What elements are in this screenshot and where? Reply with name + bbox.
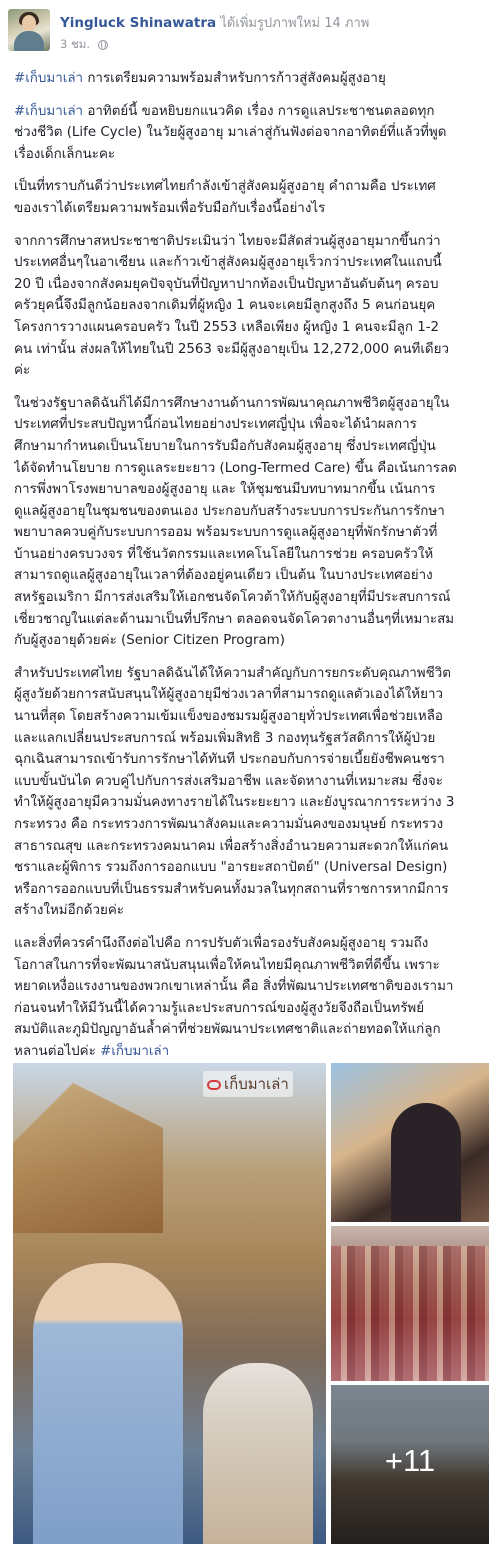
- post-text: สหรัฐอเมริกา มีการส่งเสริมให้เอกชนจัดโควต้าให้กับผู้สูงอายุที่มีประสบการณ์: [14, 590, 451, 606]
- post-text: กับผู้สูงอายุด้วยค่ะ (Senior Citizen Program): [14, 633, 285, 649]
- post-text: ครัวยุคนี้จึงมีลูกน้อยลงจากเดิมที่ผู้หญิง 1 คนจะเคยมีลูกสูงถึง 5 คนก่อนยุค: [14, 298, 436, 314]
- globe-icon[interactable]: [98, 40, 108, 50]
- post-text: เชี่ยวชาญในแต่ละด้านมาเป็นที่ปรึกษา ตลอดจนจัดโควตางานอื่นๆที่เหมาะสม: [14, 611, 455, 627]
- post-line: [14, 836, 486, 858]
- post-line: [14, 393, 486, 415]
- post-text: ศึกษามากำหนดเป็นนโยบายในการรับมือกับสังคมผู้สูงอายุ ซึ่งประเทศญี่ปุ่น: [14, 438, 436, 454]
- post-line: [14, 749, 486, 771]
- post-text: และแลกเปลี่ยนประสบการณ์ พร้อมเพิ่มสิทธิ 3 กองทุนรัฐสวัสดิการให้ผู้ป่วย: [14, 730, 436, 746]
- post-timestamp[interactable]: 3 ชม.: [60, 37, 91, 51]
- post-paragraph: [14, 933, 486, 1063]
- post-text: คน เท่านั้น ส่งผลให้ไทยในปี 2563 จะมีผู้สูงอายุเป็น 12,272,000 คนทีเดียว: [14, 341, 449, 357]
- photo-logo-text: เก็บมาเล่า: [224, 1075, 289, 1093]
- post-paragraph: [14, 231, 486, 382]
- post-line: [14, 274, 486, 296]
- post-line: [14, 231, 486, 253]
- post-text: นานที่สุด โดยสร้างความเข้มแข็งของชมรมผู้สูงอายุทั่วประเทศเพื่อช่วยเหลือ: [14, 709, 443, 725]
- photo-thumbnail-2[interactable]: [331, 1226, 489, 1381]
- hashtag-link[interactable]: #เก็บมาเล่า: [14, 103, 84, 119]
- photo-logo: [203, 1071, 293, 1097]
- post-text: ช่วงชีวิต (Life Cycle) ในวัยผู้สูงอายุ มาเล่าสู่กันฟังต่อจากอาทิตย์ที่แล้วที่พูด: [14, 125, 447, 141]
- post-text: กระทรวง คือ กระทรวงการพัฒนาสังคมและความมั่นคงของมนุษย์ กระทรวง: [14, 817, 444, 832]
- post-text: ชราและผู้พิการ รวมถึงการออกแบบ "อารยะสถาปัตย์" (Universal Design): [14, 860, 448, 876]
- post-text: ดูแลผู้สูงอายุในชุมชนของตนเอง ประกอบกับสร้างระบบการประกันการรักษา: [14, 503, 445, 519]
- post-text: ประเทศอื่นๆในอาเซียน และก้าวเข้าสู่สังคมผู้สูงอายุเร็วกว่าประเทศในแถบนี้: [14, 255, 442, 271]
- post-line: [14, 522, 486, 544]
- post-body: [14, 68, 486, 1074]
- post-line: [14, 544, 486, 566]
- post-text: ผู้สูงวัยด้วยการสนับสนุนให้ผู้สูงอายุมีช่วงเวลาที่สามารถดูแลตัวเองได้ให้ยาว: [14, 687, 443, 703]
- post-line: [14, 122, 486, 144]
- post-text: สมบัติและภูมิปัญญาอันล้ำค่าที่ช่วยพัฒนาประเทศชาติและถ่ายทอดให้แก่ลูก: [14, 1022, 441, 1038]
- post-text: ค่ะ: [14, 363, 31, 379]
- post-line: [14, 976, 486, 998]
- post-text: บ้านอย่างครบวงจร ที่ใช้นวัตกรรมและเทคโนโลยีในการช่วย ครอบครัวให้: [14, 546, 434, 562]
- post-line: [14, 771, 486, 793]
- post-text: ได้จัดทำนโยบาย การดูแลระยะยาว (Long-Termed Care) ขึ้น คือเน้นการลด: [14, 460, 457, 476]
- post-line: [14, 252, 486, 274]
- post-text: สาธารณสุข และกระทรวงคมนาคม เพื่อสร้างสิ่งอำนวยความสะดวกให้แก่คน: [14, 838, 449, 854]
- hashtag-link[interactable]: #เก็บมาเล่า: [100, 1043, 170, 1059]
- post-meta: [60, 36, 108, 54]
- post-line: [14, 295, 486, 317]
- post-line: [14, 609, 486, 631]
- more-photos-count[interactable]: +11: [384, 1443, 436, 1478]
- post-line: [14, 792, 486, 814]
- post-text: พยาบาลควบคู่กับระบบการออม พร้อมระบบการดูแลผู้สูงอายุที่พักรักษาตัวที่: [14, 525, 438, 541]
- post-text: การพึ่งพาโรงพยาบาลของผู้สูงอายุ และ ให้ชุมชนมีบทบาทมากขึ้น เน้นการ: [14, 482, 436, 498]
- post-text: สำหรับประเทศไทย รัฐบาลดิฉันได้ให้ความสำคัญกับการยกระดับคุณภาพชีวิต: [14, 665, 451, 681]
- post-line: [14, 879, 486, 901]
- post-line: [14, 663, 486, 685]
- post-text: ประเทศที่ประสบปัญหานี้ก่อนไทยอย่างประเทศญี่ปุ่น เพื่อจะได้นำผลการ: [14, 417, 417, 433]
- post-line: [14, 684, 486, 706]
- post-text: และสิ่งที่ควรคำนึงถึงต่อไปคือ การปรับตัวเพื่อรองรับสังคมผู้สูงอายุ รวมถึง: [14, 935, 429, 951]
- post-line: [14, 630, 486, 652]
- hashtag-link[interactable]: #เก็บมาเล่า: [14, 71, 84, 86]
- post-line: [14, 706, 486, 728]
- author-name[interactable]: Yingluck Shinawatra: [60, 15, 217, 31]
- post-paragraph: [14, 393, 486, 652]
- post-paragraph: [14, 663, 486, 922]
- post-text: ทำให้ผู้สูงอายุมีความมั่นคงทางรายได้ในระยะยาว และยังบูรณาการระหว่าง 3: [14, 795, 455, 811]
- post-line: [14, 1041, 486, 1063]
- post-line: [14, 955, 486, 977]
- post-line: [14, 436, 486, 458]
- post-line: [14, 565, 486, 587]
- post-text: หยาดเหงื่อแรงงานของพวกเขาเหล่านั้น คือ สิ่งที่พัฒนาประเทศชาติของเรามา: [14, 979, 454, 995]
- post-text: หลานต่อไปค่ะ: [14, 1043, 101, 1059]
- post-text: ก่อนจนทำให้มีวันนี้ได้ความรู้และประสบการณ์ของผู้สูงวัยจึงถือเป็นทรัพย์: [14, 1000, 425, 1016]
- post-paragraph: [14, 101, 486, 166]
- post-line: [14, 360, 486, 382]
- post-line: [14, 317, 486, 339]
- post-line: [14, 933, 486, 955]
- post-line: [14, 857, 486, 879]
- post-text: เป็นที่ทราบกันดีว่าประเทศไทยกำลังเข้าสู่สังคมผู้สูงอายุ คำถามคือ ประเทศ: [14, 179, 436, 195]
- post-line: [14, 998, 486, 1020]
- post-line: [14, 339, 486, 361]
- post-text: การเตรียมความพร้อมสำหรับการก้าวสู่สังคมผู้สูงอายุ: [83, 71, 386, 86]
- piggy-bank-icon: [207, 1080, 221, 1090]
- author-avatar[interactable]: [8, 9, 50, 51]
- post-line: [14, 414, 486, 436]
- post-text: ฉุกเฉินสามารถเข้ารับการรักษาได้ทันที ประกอบกับการจ่ายเบี้ยยังชีพคนชรา: [14, 752, 445, 768]
- post-text: ของเราได้เตรียมความพร้อมเพื่อรับมือกับเรื่องนี้อย่างไร: [14, 200, 326, 216]
- post-text: โครงการวางแผนครอบครัว ในปี 2553 เหลือเพียง ผู้หญิง 1 คนจะมีลูก 1-2: [14, 319, 440, 335]
- post-line: [14, 728, 486, 750]
- post-line: [14, 101, 486, 123]
- post-text: สร้างใหม่อีกด้วยค่ะ: [14, 903, 124, 919]
- post-line: [14, 479, 486, 501]
- post-text: อาทิตย์นี้ ขอหยิบยกแนวคิด เรื่อง การดูแลประชาชนตลอดทุก: [83, 103, 435, 119]
- post-text: หรือการออกแบบที่เป็นธรรมสำหรับคนทั้งมวลในทุกสถานที่ราชการหากมีการ: [14, 881, 449, 897]
- post-text: โอกาสในการที่จะพัฒนาสนับสนุนเพื่อให้คนไทยมีคุณภาพชีวิตที่ดีขึ้น เพราะ: [14, 957, 440, 973]
- post-line: [14, 144, 486, 166]
- post-action-text: ได้เพิ่มรูปภาพใหม่ 14 ภาพ: [220, 16, 370, 31]
- photo-thumbnail-3[interactable]: [331, 1385, 489, 1544]
- photo-thumbnail-1[interactable]: [331, 1063, 489, 1222]
- post-text: แบบขั้นบันได ควบคู่ไปกับการส่งเสริมอาชีพ และจัดหางานที่เหมาะสม ซึ่งจะ: [14, 773, 443, 789]
- post-line: [14, 501, 486, 523]
- post-line: [14, 587, 486, 609]
- post-line: [14, 458, 486, 480]
- post-line: [14, 176, 486, 198]
- post-text: จากการศึกษาสหประชาชาติประเมินว่า ไทยจะมีสัดส่วนผู้สูงอายุมากขึ้นกว่า: [14, 233, 441, 249]
- post-paragraph: [14, 68, 486, 90]
- post-paragraph: [14, 176, 486, 219]
- post-line: [14, 814, 486, 836]
- post-line: [14, 68, 486, 90]
- photo-main[interactable]: [13, 1063, 326, 1544]
- post-line: [14, 900, 486, 922]
- post-header: [8, 7, 488, 57]
- post-line: [14, 1019, 486, 1041]
- post-text: สามารถดูแลผู้สูงอายุในเวลาที่ต้องอยู่คนเดียว เป็นต้น ในบางประเทศอย่าง: [14, 568, 433, 584]
- post-text: ในช่วงรัฐบาลดิฉันก็ได้มีการศึกษางานด้านการพัฒนาคุณภาพชีวิตผู้สูงอายุใน: [14, 395, 450, 411]
- author-line: [60, 12, 369, 33]
- post-line: [14, 198, 486, 220]
- post-text: เรื่องเด็กเล็กนะคะ: [14, 146, 116, 162]
- post-text: 20 ปี เนื่องจากสังคมยุคปัจจุบันที่ปัญหาปากท้องเป็นปัญหาอันดับต้นๆ ครอบ: [14, 276, 439, 292]
- photo-grid: [13, 1063, 489, 1544]
